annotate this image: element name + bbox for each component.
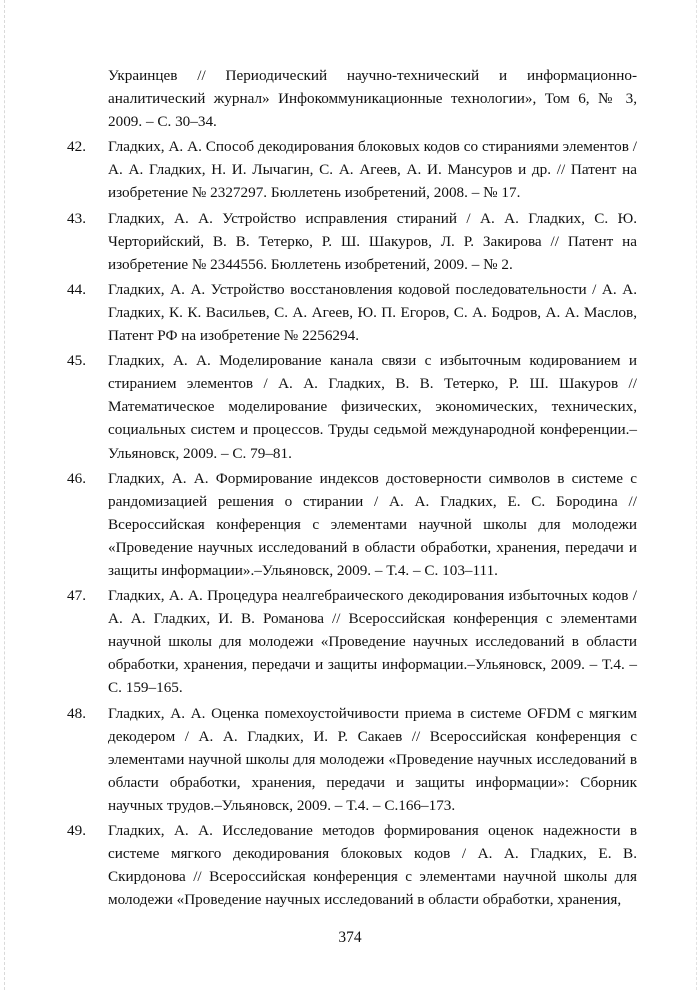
reference-number: 44. [67,280,86,298]
reference-item-41-continued [67,64,637,133]
scan-edge-right [696,0,697,990]
reference-number: 42. [67,138,86,156]
reference-text: Гладких, А. А. Устройство восстановления кодовой последовательности / А. А. Гладких, К. К. Васильев, С. А. Агеев, Ю. П. Егоров, С. А. Бодров, А. А. Маслов, Патент РФ на изобретение № 2256294. [108,280,637,345]
reference-item-49 [67,819,637,911]
reference-text: Гладких, А. А. Моделирование канала связи с избыточным кодированием и стиранием элементов / А. А. Гладких, В. В. Тетерко, Р. Ш. Шакуров // Математическое моделирование физических, экономических, технических, социальных систем и процессов. Труды седьмой международной конференции.–Ульяновск, 2009. – С. 79–81. [108,352,637,462]
reference-item-45 [67,349,637,464]
reference-text: Гладких, А. А. Устройство исправления стираний / А. А. Гладких, С. Ю. Черторийский, В. В. Тетерко, Р. Ш. Шакуров, Л. Р. Закирова // Патент на изобретение № 2344556. Бюллетень изобретений, 2009. – № 2. [108,209,637,273]
reference-item-44 [67,278,637,347]
reference-text: Гладких, А. А. Оценка помехоустойчивости приема в системе OFDM с мягким декодером / А. А. Гладких, И. Р. Сакаев // Всероссийская конференция с элементами научной школы для молодежи «Проведение научных исследований в области обработки, хранения, передачи и защиты информации»: Сборник научных трудов.–Ульяновск, 2009. – Т.4. – С.166–173. [108,704,637,814]
reference-text: Украинцев // Периодический научно-технический и информационно-аналитический журнал» Инфокоммуникационные технологии», Том 6, № 3, 2009. – С. 30–34. [108,67,637,131]
reference-item-47 [67,584,637,699]
reference-number: 45. [67,352,86,370]
reference-number: 43. [67,209,86,227]
page-number: 374 [338,929,362,946]
reference-number: 46. [67,469,86,487]
reference-item-43 [67,207,637,276]
reference-item-48 [67,702,637,817]
reference-text: Гладких, А. А. Формирование индексов достоверности символов в системе с рандомизацией решения о стирании / А. А. Гладких, Е. С. Бородина // Всероссийская конференция с элементами научной школы для молодежи «Проведение научных исследований в области обработки, хранения, передачи и защиты информации».–Ульяновск, 2009. – Т.4. – С. 103–111. [108,469,637,579]
reference-item-42 [67,135,637,204]
reference-number: 48. [67,704,86,722]
reference-number: 49. [67,822,86,839]
reference-number: 47. [67,587,86,605]
reference-item-46 [67,467,637,582]
reference-text: Гладких, А. А. Способ декодирования блоковых кодов со стираниями элементов / А. А. Гладких, Н. И. Лычагин, С. А. Агеев, А. И. Мансуров и др. // Патент на изобретение № 2327297. Бюллетень изобретений, 2008. – № 17. [108,138,637,202]
reference-list [67,64,637,913]
reference-text: Гладких, А. А. Исследование методов формирования оценок надежности в системе мягкого декодирования блоковых кодов / А. А. Гладких, Е. В. Скирдонова // Всероссийская конференция с элементами научной школы для молодежи «Проведение научных исследований в области обработки, хранения, [108,822,637,909]
scan-edge-left [4,0,5,990]
reference-text: Гладких, А. А. Процедура неалгебраического декодирования избыточных кодов / А. А. Гладких, И. В. Романова // Всероссийская конференция с элементами научной школы для молодежи «Проведение научных исследований в области обработки, хранения, передачи и защиты информации.–Ульяновск, 2009. – Т.4. – С. 159–165. [108,587,637,697]
